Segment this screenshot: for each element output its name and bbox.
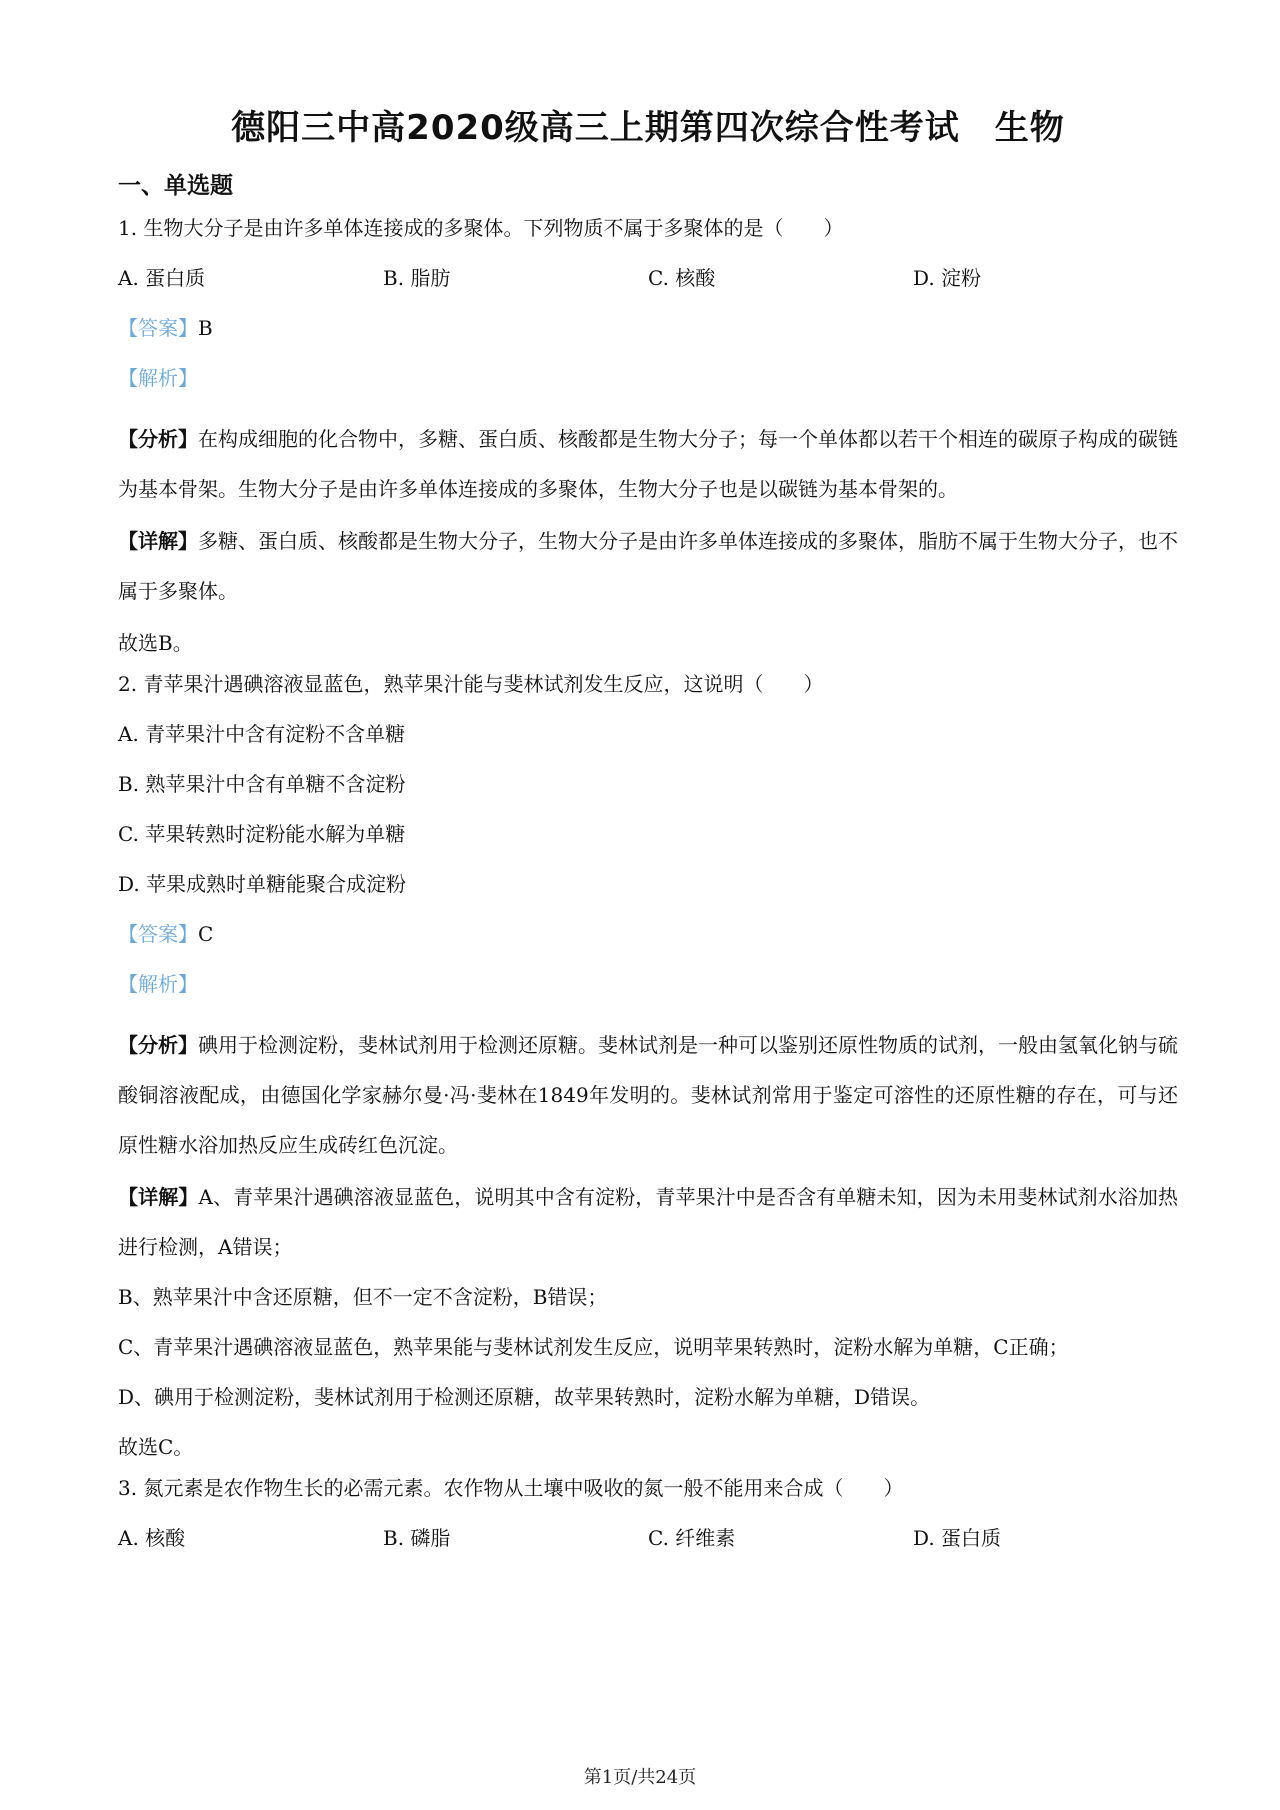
question-1-options <box>118 264 1178 292</box>
answer-tag: 【答案】 <box>118 316 198 340</box>
question-1-answer <box>118 314 1178 342</box>
analysis-tag: 【解析】 <box>118 366 198 390</box>
question-3-options <box>118 1524 1178 1552</box>
question-2-option-a: A. 青苹果汁中含有淀粉不含单糖 <box>118 722 406 746</box>
answer-tag: 【答案】 <box>118 922 198 946</box>
answer-value: C <box>198 922 214 946</box>
option-b: B. 磷脂 <box>383 1526 451 1550</box>
question-3-stem: 3. 氮元素是农作物生长的必需元素。农作物从土壤中吸收的氮一般不能用来合成（ ） <box>118 1476 904 1500</box>
question-2-xiangjie-d: D、碘用于检测淀粉，斐林试剂用于检测还原糖，故苹果转熟时，淀粉水解为单糖，D错误。 <box>118 1385 931 1409</box>
question-2-xiangjie-a <box>118 1172 1178 1272</box>
question-1-stem: 1. 生物大分子是由许多单体连接成的多聚体。下列物质不属于多聚体的是（ ） <box>118 216 844 240</box>
question-2-conclusion: 故选C。 <box>118 1435 194 1459</box>
question-2-xiangjie-c: C、青苹果汁遇碘溶液显蓝色，熟苹果能与斐林试剂发生反应，说明苹果转熟时，淀粉水解为单糖，C正确； <box>118 1335 1069 1359</box>
option-d: D. 淀粉 <box>913 266 982 290</box>
question-2-analysis-tag <box>118 970 1178 998</box>
fenxi-tag: 【分析】 <box>118 427 198 451</box>
page-content <box>118 100 1178 1574</box>
answer-value: B <box>198 316 213 340</box>
fenxi-text: 在构成细胞的化合物中，多糖、蛋白质、核酸都是生物大分子；每一个单体都以若干个相连的碳原子构成的碳链为基本骨架。生物大分子是由许多单体连接成的多聚体，生物大分子也是以碳链为基本骨架的。 <box>118 427 1178 501</box>
fenxi-text: 碘用于检测淀粉，斐林试剂用于检测还原糖。斐林试剂是一种可以鉴别还原性物质的试剂，一般由氢氧化钠与硫酸铜溶液配成，由德国化学家赫尔曼·冯·斐林在1849年发明的。斐林试剂常用于鉴定可溶性的还原性糖的存在，可与还原性糖水浴加热反应生成砖红色沉淀。 <box>118 1033 1178 1157</box>
page-footer: 第1页/共24页 <box>583 1767 697 1788</box>
question-1-fenxi <box>118 414 1178 514</box>
option-c: C. 核酸 <box>648 266 716 290</box>
exam-title: 德阳三中高2020级高三上期第四次综合性考试 生物 <box>231 108 1065 148</box>
question-2-option-d: D. 苹果成熟时单糖能聚合成淀粉 <box>118 872 407 896</box>
xiangjie-tag: 【详解】 <box>118 529 198 553</box>
xiangjie-a-text: A、青苹果汁遇碘溶液显蓝色，说明其中含有淀粉，青苹果汁中是否含有单糖未知，因为未用斐林试剂水浴加热进行检测，A错误； <box>118 1185 1179 1259</box>
section-title: 一、单选题 <box>118 173 233 199</box>
question-1-analysis-tag <box>118 364 1178 392</box>
fenxi-tag: 【分析】 <box>118 1033 198 1057</box>
option-a: A. 蛋白质 <box>118 266 206 290</box>
question-2-xiangjie-b: B、熟苹果汁中含还原糖，但不一定不含淀粉，B错误； <box>118 1285 608 1309</box>
question-1-xiangjie <box>118 516 1178 616</box>
question-2-option-c: C. 苹果转熟时淀粉能水解为单糖 <box>118 822 406 846</box>
question-2-stem: 2. 青苹果汁遇碘溶液显蓝色，熟苹果汁能与斐林试剂发生反应，这说明（ ） <box>118 672 824 696</box>
option-c: C. 纤维素 <box>648 1526 736 1550</box>
question-1-conclusion: 故选B。 <box>118 631 193 655</box>
xiangjie-tag: 【详解】 <box>118 1185 199 1209</box>
question-2-option-b: B. 熟苹果汁中含有单糖不含淀粉 <box>118 772 406 796</box>
option-b: B. 脂肪 <box>383 266 451 290</box>
analysis-tag: 【解析】 <box>118 972 198 996</box>
question-2-answer <box>118 920 1178 948</box>
option-a: A. 核酸 <box>118 1526 186 1550</box>
question-2-fenxi <box>118 1020 1178 1170</box>
xiangjie-text: 多糖、蛋白质、核酸都是生物大分子，生物大分子是由许多单体连接成的多聚体，脂肪不属于生物大分子，也不属于多聚体。 <box>118 529 1178 603</box>
option-d: D. 蛋白质 <box>913 1526 1002 1550</box>
